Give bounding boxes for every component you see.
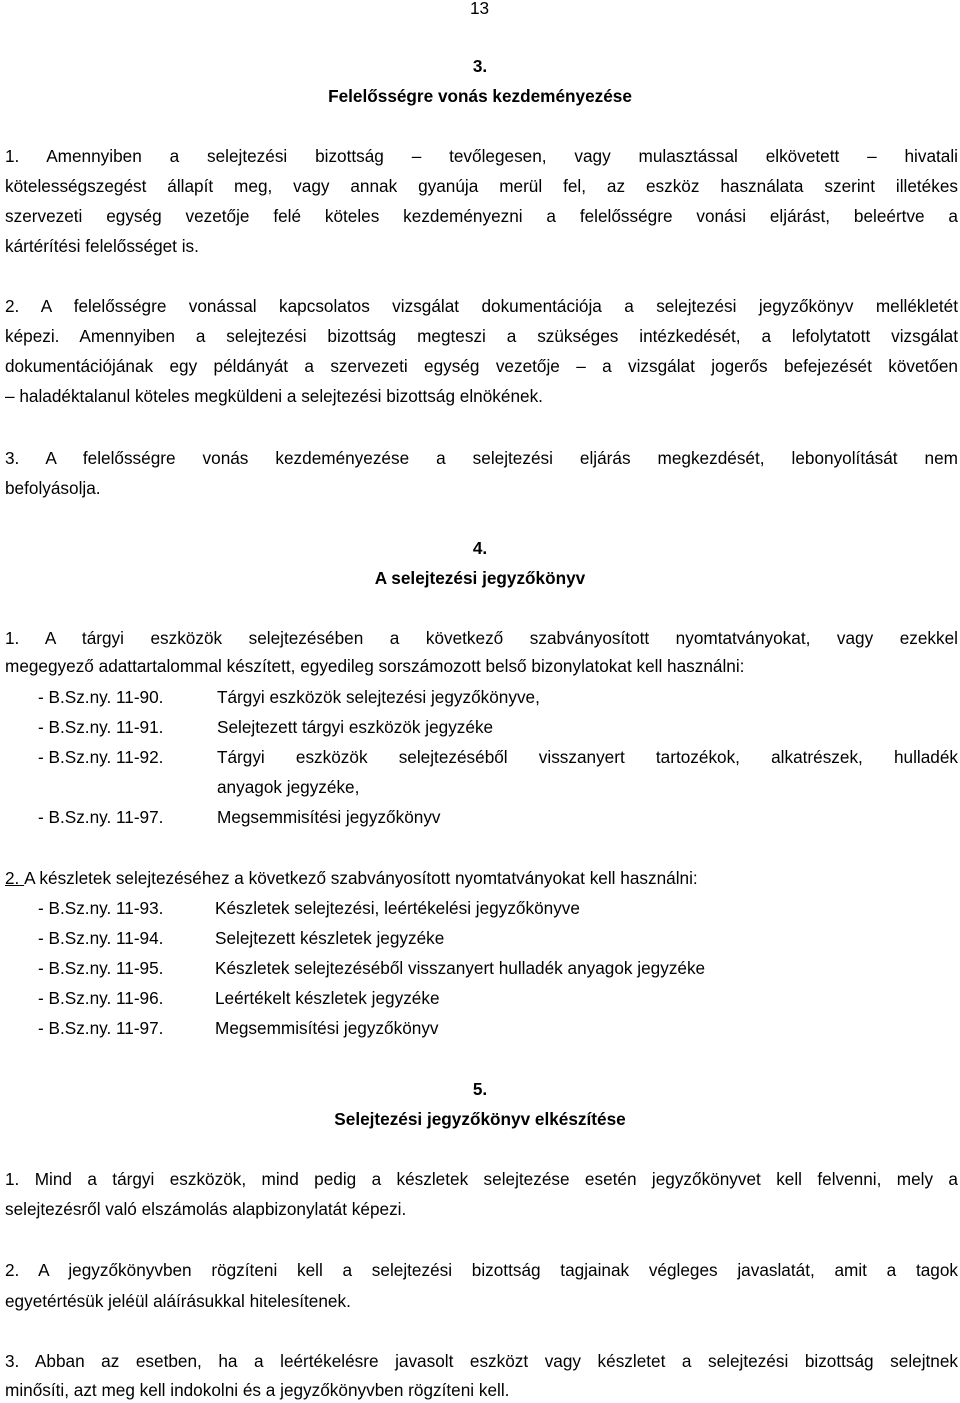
s3-p1-line: kártérítési felelősséget is. [5,236,199,256]
s4-p2-text: A készletek selejtezéséhez a következő szabványosított nyomtatványokat kell használni: [24,868,698,888]
s4-p2-number: 2. [5,868,20,888]
s4-p1-line: megegyező adattartalommal készített, egyedileg sorszámozott belső bizonylatokat kell használni: [5,656,745,676]
form-title: Leértékelt készletek jegyzéke [215,988,440,1008]
s3-p1-line: szervezeti egység vezetője felé köteles kezdeményezni a felelősségre vonási eljárást, beleértve a [5,206,958,226]
form-title: Megsemmisítési jegyzőkönyv [217,807,441,827]
s5-p2-line: 2. A jegyzőkönyvben rögzíteni kell a selejtezési bizottság tagjainak végleges javaslatát, amit a tagok [5,1260,958,1280]
form-code: - B.Sz.ny. 11-90. [38,687,164,707]
form-code: - B.Sz.ny. 11-97. [38,807,164,827]
s3-p2-line: 2. A felelősségre vonással kapcsolatos vizsgálat dokumentációja a selejtezési jegyzőkönyv mellékletét [5,296,958,316]
form-title: Tárgyi eszközök selejtezéséből visszanyert tartozékok, alkatrészek, hulladék [217,747,958,767]
form-title-continuation: anyagok jegyzéke, [217,777,360,797]
s3-p2-line: képezi. Amennyiben a selejtezési bizottság megteszi a szükséges intézkedését, a lefolytatott vizsgálat [5,326,958,346]
form-code: - B.Sz.ny. 11-93. [38,898,164,918]
section-4-title: A selejtezési jegyzőkönyv [374,568,586,588]
form-title: Selejtezett tárgyi eszközök jegyzéke [217,717,494,737]
s5-p1-line: selejtezésről való elszámolás alapbizonylatát képezi. [5,1199,407,1219]
form-title: Készletek selejtezéséből visszanyert hulladék anyagok jegyzéke [215,958,706,978]
s5-p3-line: 3. Abban az esetben, ha a leértékelésre javasolt eszközt vagy készletet a selejtezési bizottság selejtnek [5,1351,958,1371]
form-code: - B.Sz.ny. 11-96. [38,988,164,1008]
section-3-number: 3. [472,56,488,76]
form-code: - B.Sz.ny. 11-91. [38,717,164,737]
s3-p2-line: – haladéktalanul köteles megküldeni a selejtezési bizottság elnökének. [5,386,543,406]
s5-p1-line: 1. Mind a tárgyi eszközök, mind pedig a készletek selejtezése esetén jegyzőkönyvet kell felvenni, mely a [5,1169,958,1189]
s3-p3-line: 3. A felelősségre vonás kezdeményezése a selejtezési eljárás megkezdését, lebonyolítását nem [5,448,958,468]
page-number: 13 [470,0,490,18]
section-3-title: Felelősségre vonás kezdeményezése [328,86,632,106]
section-4-number: 4. [472,538,488,558]
s5-p3-line: minősíti, azt meg kell indokolni és a jegyzőkönyvben rögzíteni kell. [5,1380,510,1400]
form-code: - B.Sz.ny. 11-97. [38,1018,164,1038]
s3-p1-line: kötelességszegést állapít meg, vagy annak gyanúja merül fel, az eszköz használata szerint illetékes [5,176,958,196]
form-code: - B.Sz.ny. 11-92. [38,747,164,767]
form-code: - B.Sz.ny. 11-94. [38,928,164,948]
s3-p2-line: dokumentációjának egy példányát a szervezeti egység vezetője – a vizsgálat jogerős befejezését követően [5,356,958,376]
s5-p2-line: egyetértésük jeléül aláírásukkal hitelesítenek. [5,1291,351,1311]
form-title: Tárgyi eszközök selejtezési jegyzőkönyve, [217,687,540,707]
form-title: Selejtezett készletek jegyzéke [215,928,445,948]
form-code: - B.Sz.ny. 11-95. [38,958,164,978]
section-5-title: Selejtezési jegyzőkönyv elkészítése [334,1109,626,1129]
form-title: Megsemmisítési jegyzőkönyv [215,1018,439,1038]
s3-p1-line: 1. Amennyiben a selejtezési bizottság – tevőlegesen, vagy mulasztással elkövetett – hivatali [5,146,958,166]
s4-p1-line: 1. A tárgyi eszközök selejtezésében a következő szabványosított nyomtatványokat, vagy ezekkel [5,628,958,648]
section-5-number: 5. [472,1079,488,1099]
s4-p2-line [5,867,958,889]
form-title: Készletek selejtezési, leértékelési jegyzőkönyve [215,898,580,918]
s3-p3-line: befolyásolja. [5,478,101,498]
